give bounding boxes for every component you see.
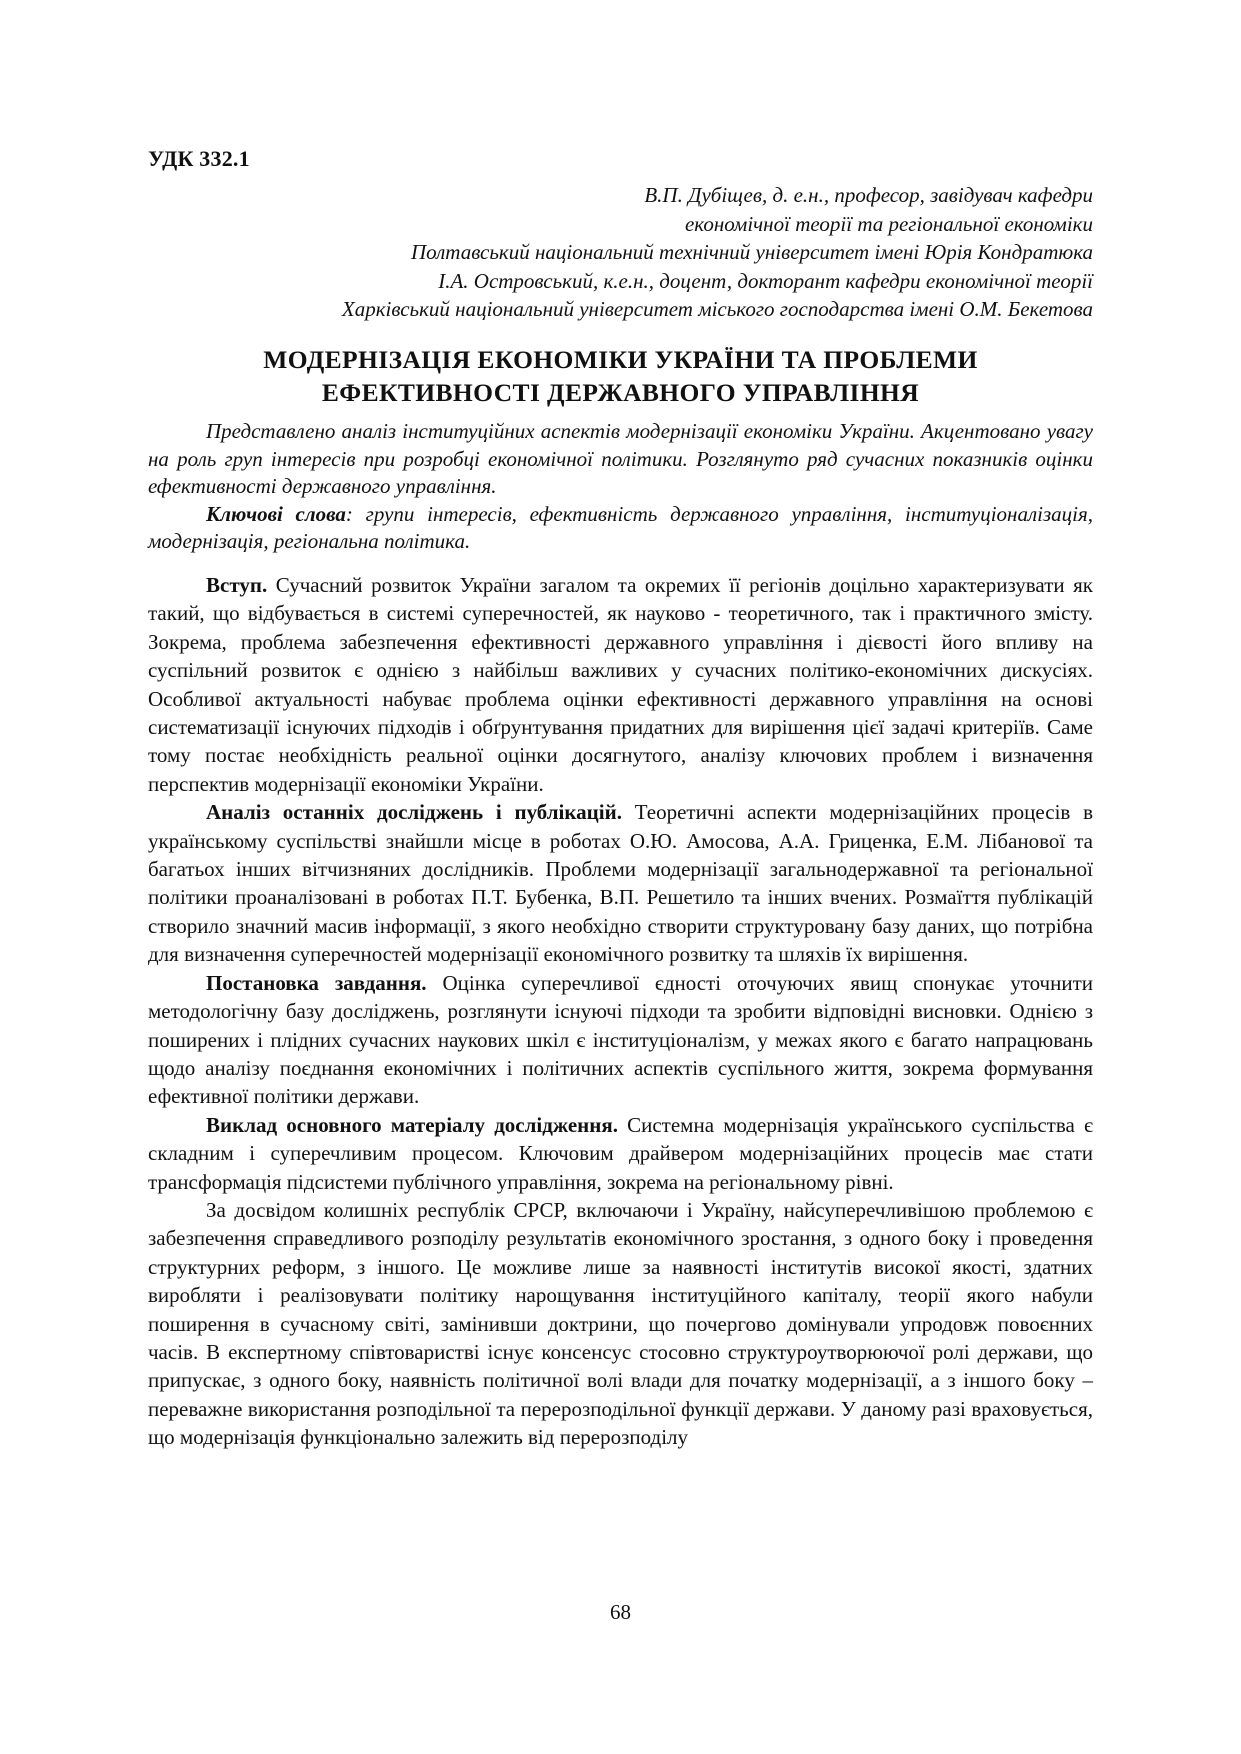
article-body: [148, 571, 1093, 1452]
udk-code: УДК 332.1: [148, 146, 250, 171]
abstract-block: [148, 418, 1093, 556]
author-line: Харківський національний університет міського господарства імені О.М. Бекетова: [341, 297, 1093, 321]
keywords-text: : групи інтересів, ефективність державного управління, інституціоналізація, модернізація, регіональна політика.: [148, 501, 1093, 553]
section-literature-review: [148, 798, 1093, 968]
title-line: МОДЕРНІЗАЦІЯ ЕКОНОМІКИ УКРАЇНИ ТА ПРОБЛЕМИ: [263, 345, 978, 374]
section-text: Сучасний розвиток України загалом та окремих її регіонів доцільно характеризувати як такий, що відбувається в системі суперечностей, як науково - теоретичного, так і практичного змісту. Зокрема, проблема забезпечення ефективності державного управління і дієвості його впливу на суспільний розвиток є однією з найбільш важливих у сучасних політико-економічних дискусіях. Особливої актуальності набуває проблема оцінки ефективності державного управління на основі систематизації існуючих підходів і обґрунтування придатних для вирішення цієї задачі критеріїв. Саме тому постає необхідність реальної оцінки досягнутого, аналізу ключових проблем і визначення перспектив модернізації економіки України.: [148, 573, 1093, 796]
keywords: [148, 501, 1093, 556]
keywords-label: Ключові слова: [206, 501, 346, 526]
section-heading: Виклад основного матеріалу дослідження.: [206, 1112, 618, 1137]
section-problem-statement: [148, 969, 1093, 1111]
section-heading: Аналіз останніх досліджень і публікацій.: [206, 800, 622, 825]
section-heading: Вступ.: [206, 573, 268, 597]
section-text: Оцінка суперечливої єдності оточуючих явищ спонукає уточнити методологічну базу досліджень, розглянути існуючі підходи та зробити відповідні висновки. Однією з поширених і плідних сучасних наукових шкіл є інституціоналізм, у межах якого є багато напрацювань щодо аналізу поєднання економічних і політичних аспектів суспільного життя, зокрема формування ефективної політики держави.: [148, 970, 1093, 1109]
author-line: економічної теорії та регіональної економіки: [684, 211, 1093, 236]
author-affiliations: [148, 181, 1093, 324]
section-text: За досвідом колишніх республік СРСР, включаючи і Україну, найсуперечливішою проблемою є забезпечення справедливого розподілу результатів економічного зростання, з одного боку і проведення структурних реформ, з іншого. Це можливе лише за наявності інститутів високої якості, здатних виробляти і реалізовувати політику нарощування інституційного капіталу, теорії якого набули поширення в сучасному світі, замінивши доктрини, що почергово домінували упродовж повоєнних часів. В експертному співтоваристві існує консенсус стосовно структуроутворюючої ролі держави, що припускає, з одного боку, наявність політичної волі влади для початку модернізації, а з іншого боку – переважне використання розподільної та перерозподільної функції держави. У даному разі враховується, що модернізація функціонально залежить від перерозподілу: [148, 1197, 1093, 1450]
page-number: 68: [610, 1600, 631, 1624]
section-heading: Постановка завдання.: [206, 970, 427, 995]
author-line: Полтавський національний технічний університет імені Юрія Кондратюка: [410, 240, 1093, 264]
section-text: Системна модернізація українського суспільства є складним і суперечливим процесом. Ключовим драйвером модернізаційних процесів має стати трансформація підсистеми публічного управління, зокрема на регіональному рівні.: [148, 1112, 1093, 1194]
author-line: І.А. Островський, к.е.н., доцент, докторант кафедри економічної теорії: [438, 268, 1093, 293]
article-title: [148, 343, 1093, 409]
title-line: ЕФЕКТИВНОСТІ ДЕРЖАВНОГО УПРАВЛІННЯ: [321, 378, 920, 407]
section-paragraph: [148, 1196, 1093, 1452]
abstract-text: Представлено аналіз інституційних аспектів модернізації економіки України. Акцентовано увагу на роль груп інтересів при розробці економічної політики. Розглянуто ряд сучасних показників оцінки ефективності державного управління.: [148, 419, 1093, 498]
author-line: В.П. Дубіщев, д. е.н., професор, завідувач кафедри: [644, 183, 1093, 207]
section-introduction: [148, 571, 1093, 798]
section-main-material: [148, 1111, 1093, 1196]
section-text: Теоретичні аспекти модернізаційних процесів в українському суспільстві знайшли місце в роботах О.Ю. Амосова, А.А. Гриценка, Е.М. Лібанової та багатьох інших вітчизняних дослідників. Проблеми модернізації загальнодержавної та регіональної політики проаналізовані в роботах П.Т. Бубенка, В.П. Решетило та інших вчених. Розмаїття публікацій створило значний масив інформації, з якого необхідно створити структуровану базу даних, що потрібна для визначення суперечностей модернізації економічного розвитку та шляхів їх вирішення.: [148, 800, 1094, 967]
